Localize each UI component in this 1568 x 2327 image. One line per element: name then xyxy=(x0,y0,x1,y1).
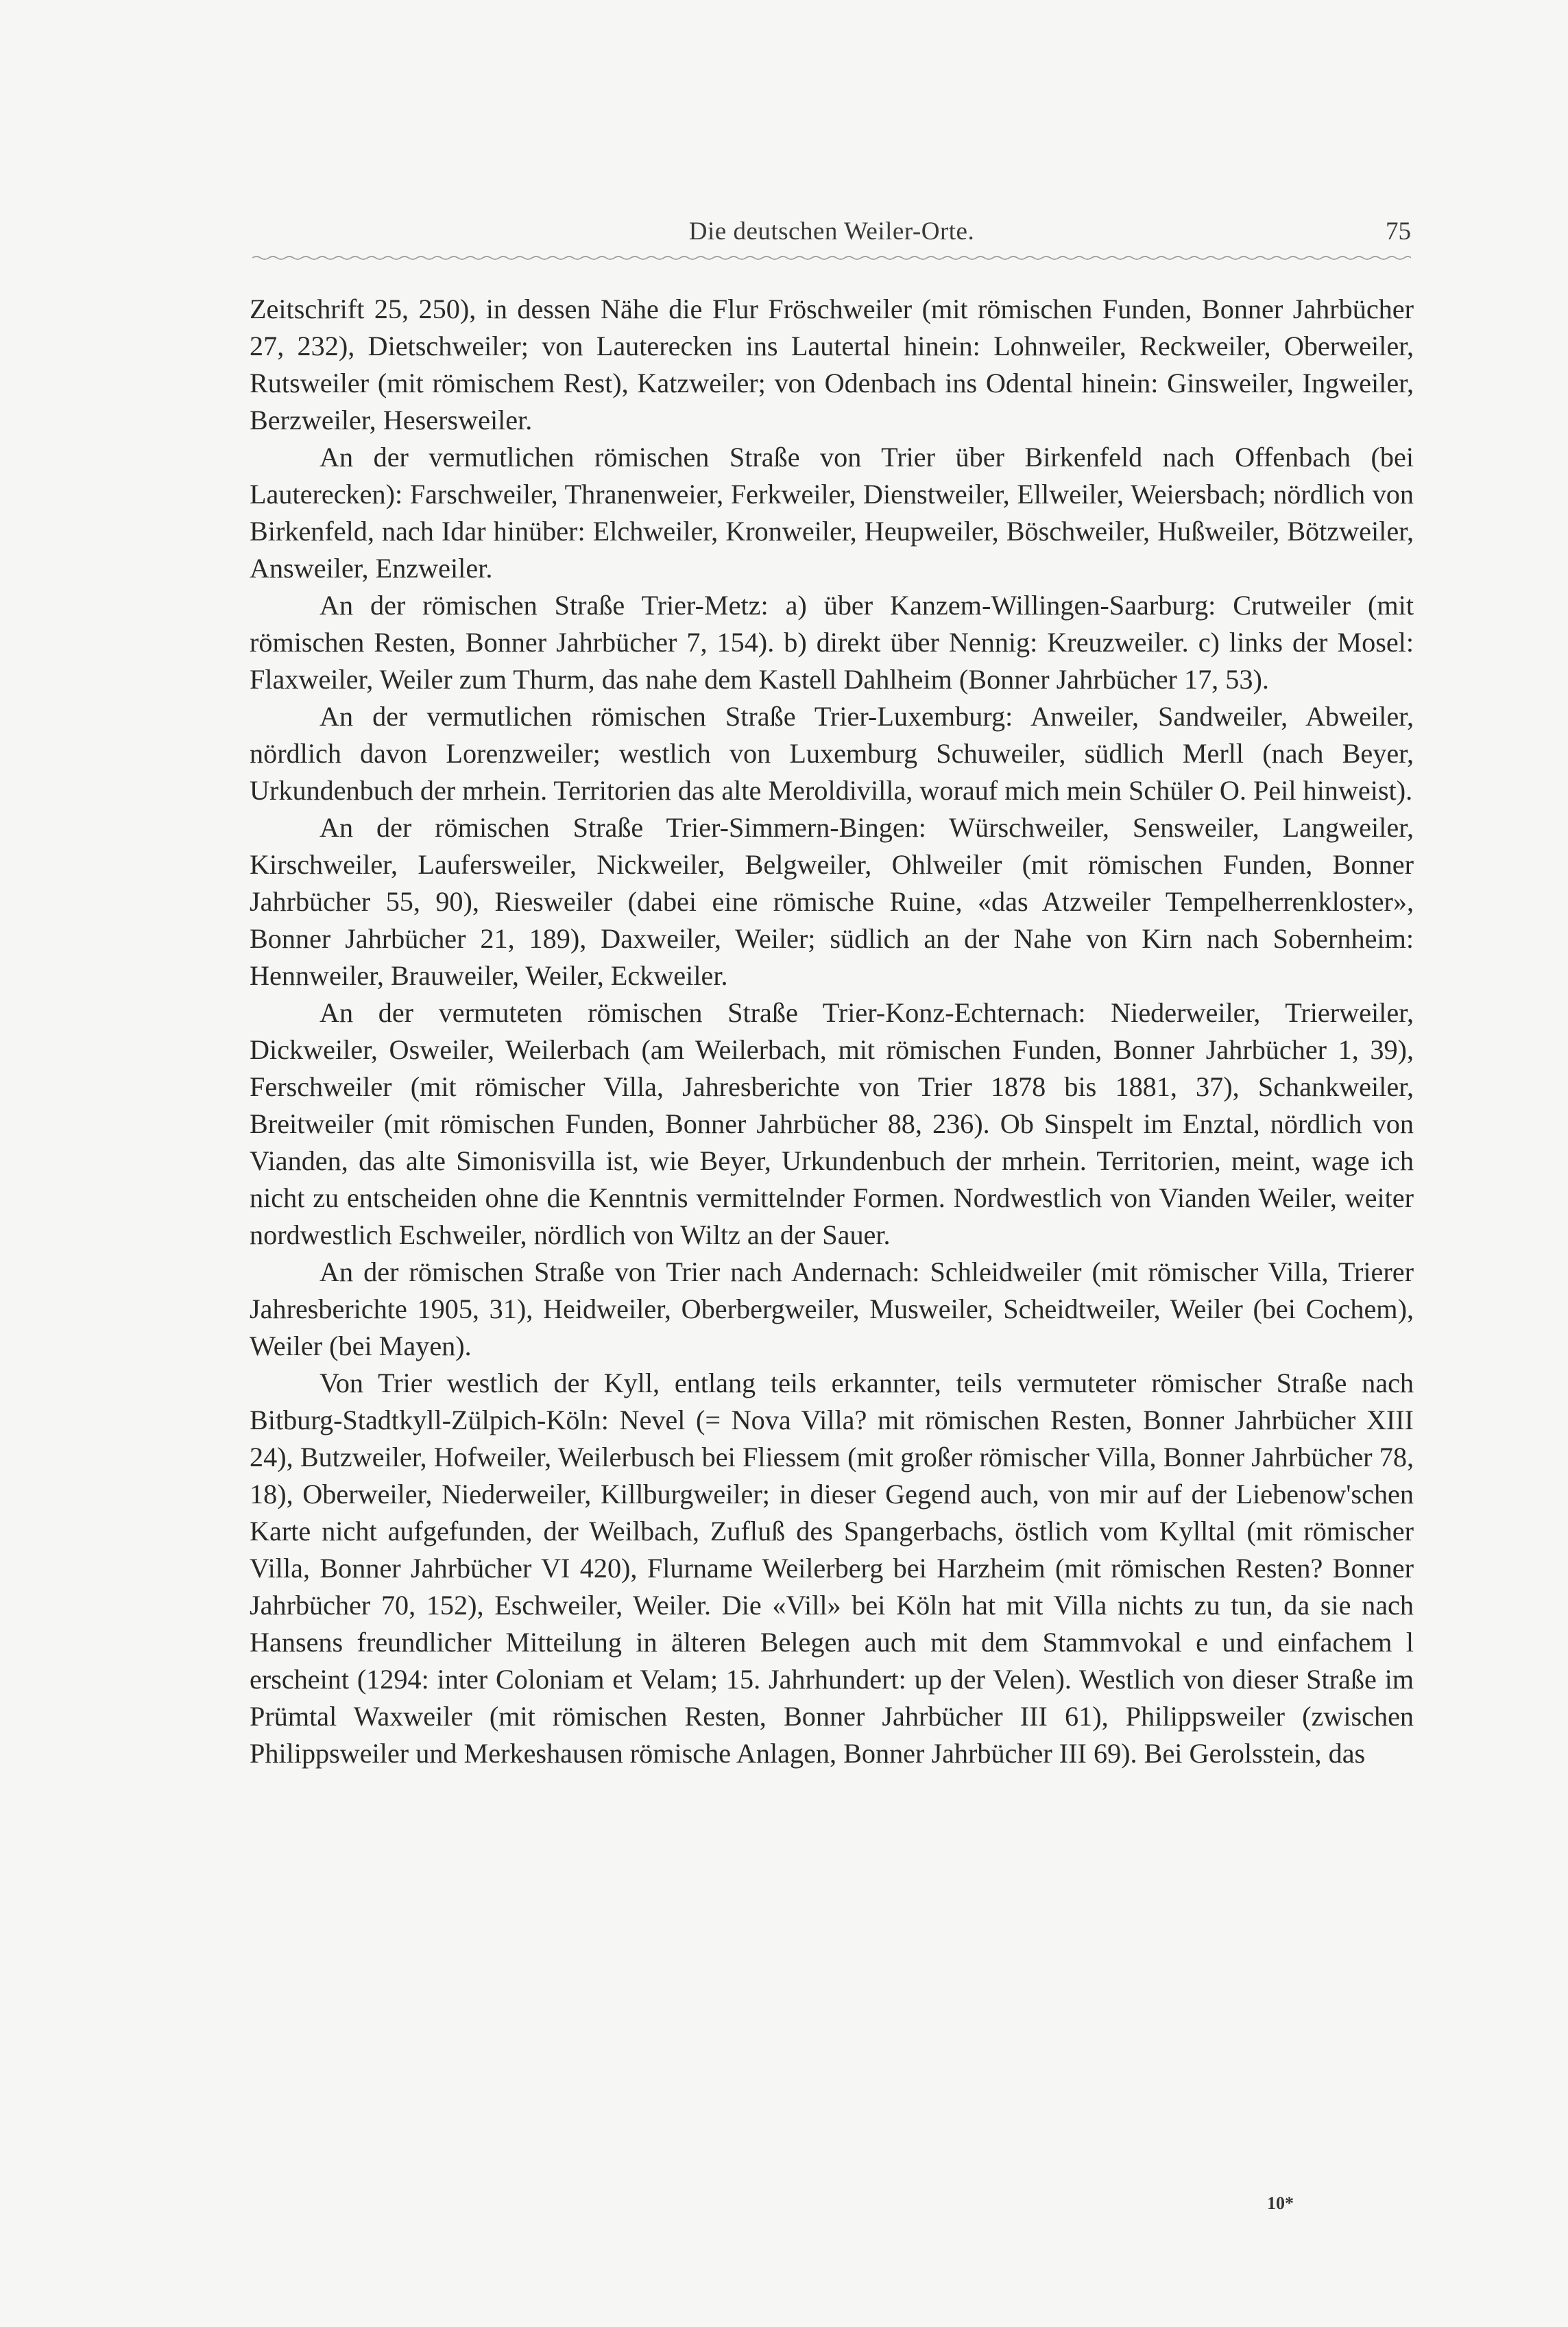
paragraph: An der vermutlichen römischen Straße Trier-Luxemburg: Anweiler, Sandweiler, Abweiler, nördlich davon Lorenzweiler; westlich von Luxemburg Schuweiler, südlich Merll (nach Beyer, Urkundenbuch der mrhein. Territorien das alte Meroldivilla, worauf mich mein Schüler O. Peil hinweist). xyxy=(250,701,1414,806)
paragraph: An der römischen Straße Trier-Metz: a) über Kanzem-Willingen-Saarburg: Crutweiler (mit römischen Resten, Bonner Jahrbücher 7, 154). b) direkt über Nennig: Kreuzweiler. c) links der Mosel: Flaxweiler, Weiler zum Thurm, das nahe dem Kastell Dahlheim (Bonner Jahrbücher 17, 53). xyxy=(250,590,1414,695)
running-head xyxy=(252,217,1411,258)
paragraph: Von Trier westlich der Kyll, entlang teils erkannter, teils vermuteter römischer Straße nach Bitburg-Stadtkyll-Zülpich-Köln: Nevel (= Nova Villa? mit römischen Resten, Bonner Jahrbücher XIII 24), Butzweiler, Hofweiler, Weilerbusch bei Fliessem (mit großer römischer Villa, Bonner Jahrbücher 78, 18), Oberweiler, Niederweiler, Killburgweiler; in dieser Gegend auch, von mir auf der Liebenow'schen Karte nicht aufgefunden, der Weilbach, Zufluß des Spangerbachs, östlich vom Kylltal (mit römischer Villa, Bonner Jahrbücher VI 420), Flurname Weilerberg bei Harzheim (mit römischen Resten? Bonner Jahrbücher 70, 152), Eschweiler, Weiler. Die «Vill» bei Köln hat mit Villa nichts zu tun, da sie nach Hansens freundlicher Mitteilung in älteren Belegen auch mit dem Stammvokal e und einfachem l erscheint (1294: inter Coloniam et Velam; 15. Jahrhundert: up der Velen). Westlich von dieser Straße im Prümtal Waxweiler (mit römischen Resten, Bonner Jahrbücher III 61), Philippsweiler (zwischen Philippsweiler und Merkeshausen römische Anlagen, Bonner Jahrbücher III 69). Bei Gerolsstein, das xyxy=(250,1368,1414,1769)
paragraph: Zeitschrift 25, 250), in dessen Nähe die Flur Fröschweiler (mit römischen Funden, Bonner Jahrbücher 27, 232), Dietschweiler; von Lauterecken ins Lautertal hinein: Lohnweiler, Reckweiler, Oberweiler, Rutsweiler (mit römischem Rest), Katzweiler; von Odenbach ins Odental hinein: Ginsweiler, Ingweiler, Berzweiler, Hesersweiler. xyxy=(250,294,1414,435)
signature-mark: 10* xyxy=(1267,2193,1294,2213)
body-text xyxy=(250,291,1414,1772)
paragraph: An der römischen Straße von Trier nach Andernach: Schleidweiler (mit römischer Villa, Trierer Jahresberichte 1905, 31), Heidweiler, Oberbergweiler, Musweiler, Scheidtweiler, Weiler (bei Cochem), Weiler (bei Mayen). xyxy=(250,1256,1414,1361)
page-number: 75 xyxy=(1386,217,1411,246)
paragraph: An der vermuteten römischen Straße Trier-Konz-Echternach: Niederweiler, Trierweiler, Dickweiler, Osweiler, Weilerbach (am Weilerbach, mit römischen Funden, Bonner Jahrbücher 1, 39), Ferschweiler (mit römischer Villa, Jahresberichte von Trier 1878 bis 1881, 37), Schankweiler, Breitweiler (mit römischen Funden, Bonner Jahrbücher 88, 236). Ob Sinspelt im Enztal, nördlich von Vianden, das alte Simonisvilla ist, wie Beyer, Urkundenbuch der mrhein. Territorien, meint, wage ich nicht zu entscheiden ohne die Kenntnis vermittelnder Formen. Nordwestlich von Vianden Weiler, weiter nordwestlich Eschweiler, nördlich von Wiltz an der Sauer. xyxy=(250,997,1414,1250)
paragraph: An der vermutlichen römischen Straße von Trier über Birkenfeld nach Offenbach (bei Lauterecken): Farschweiler, Thranenweier, Ferkweiler, Dienstweiler, Ellweiler, Weiersbach; nördlich von Birkenfeld, nach Idar hinüber: Elchweiler, Kronweiler, Heupweiler, Böschweiler, Hußweiler, Bötzweiler, Answeiler, Enzweiler. xyxy=(250,442,1414,584)
wavy-rule xyxy=(252,255,1411,261)
running-title: Die deutschen Weiler-Orte. xyxy=(688,217,975,246)
paragraph: An der römischen Straße Trier-Simmern-Bingen: Würschweiler, Sensweiler, Langweiler, Kirschweiler, Laufersweiler, Nickweiler, Belgweiler, Ohlweiler (mit römischen Funden, Bonner Jahrbücher 55, 90), Riesweiler (dabei eine römische Ruine, «das Atzweiler Tempelherrenkloster», Bonner Jahrbücher 21, 189), Daxweiler, Weiler; südlich an der Nahe von Kirn nach Sobernheim: Hennweiler, Brauweiler, Weiler, Eckweiler. xyxy=(250,812,1414,991)
